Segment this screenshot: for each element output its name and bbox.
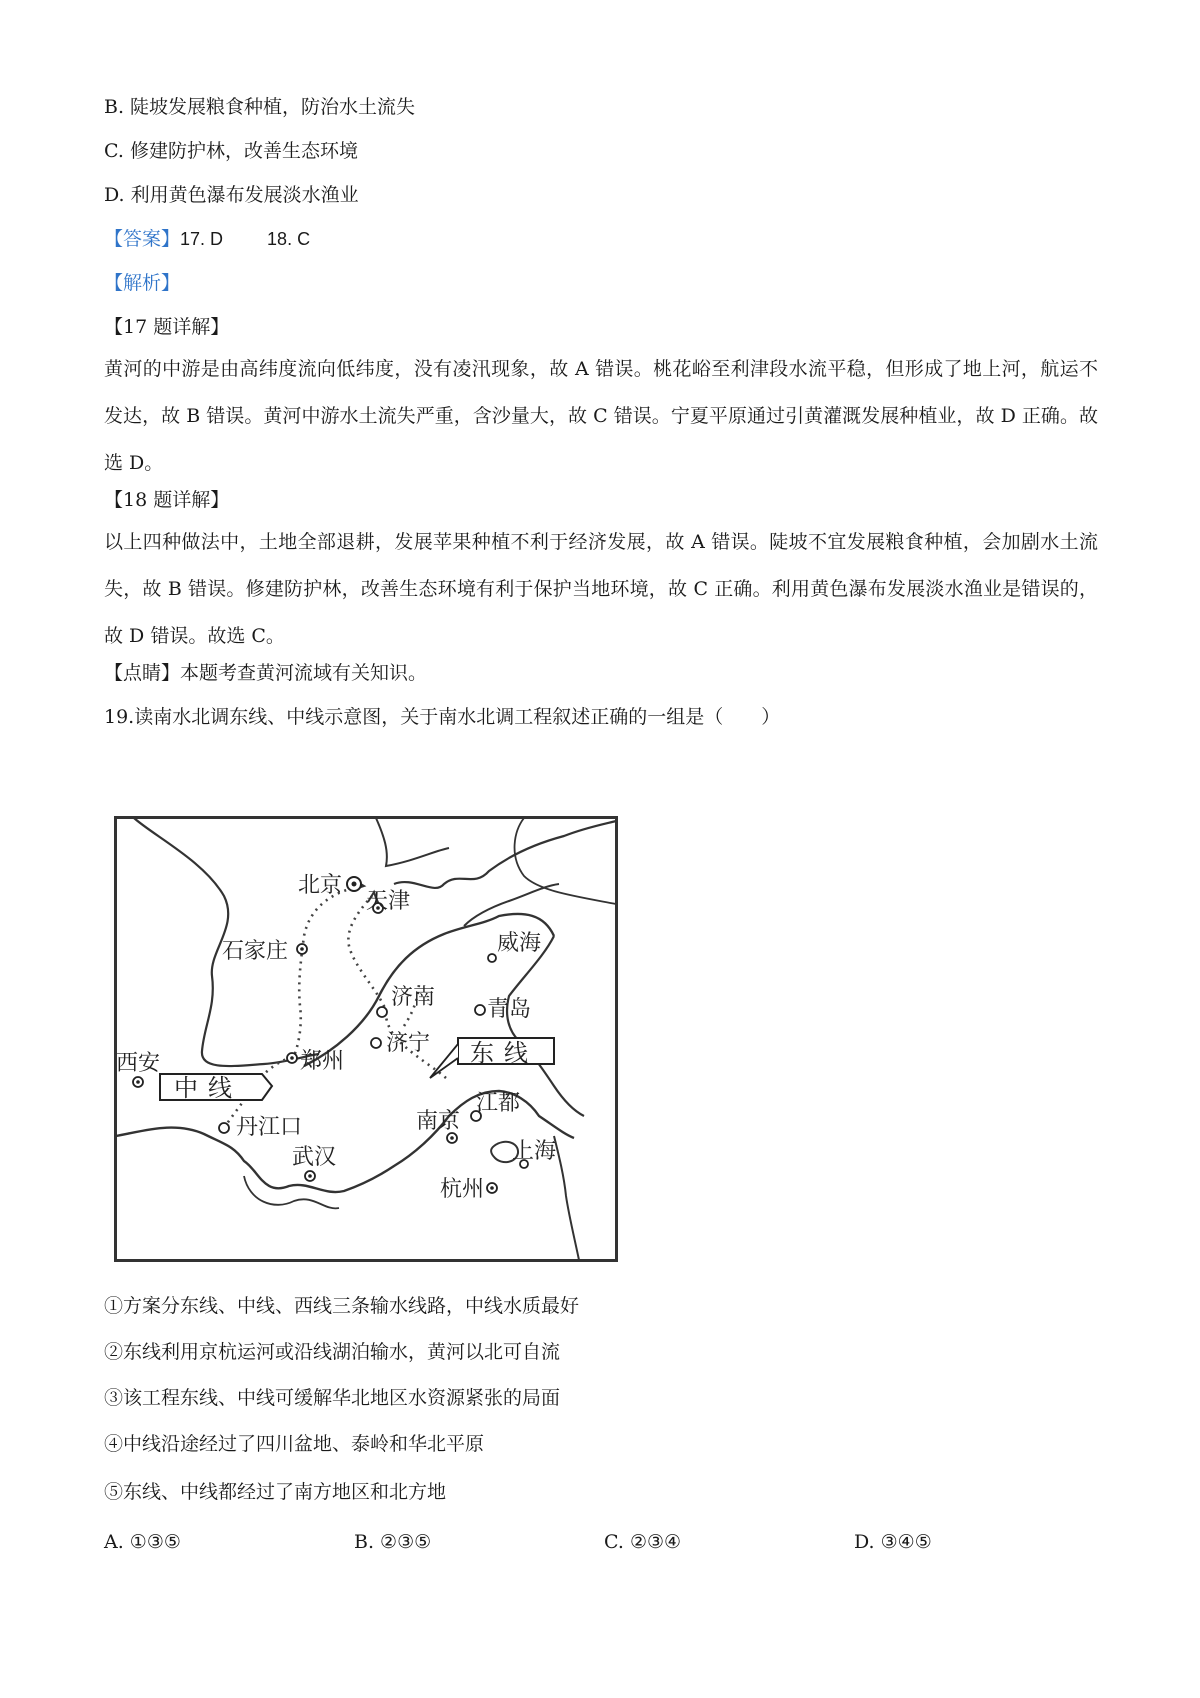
label-jiangdu: 江都	[476, 1091, 521, 1116]
city-marker-shijiazhuang	[297, 944, 307, 954]
statement-1: ①方案分东线、中线、西线三条输水线路，中线水质最好	[104, 1295, 580, 1317]
answer-label: 【答案】	[104, 228, 181, 250]
city-marker-qingdao	[475, 1005, 485, 1015]
detail17-heading: 【17 题详解】	[104, 316, 230, 338]
label-hangzhou: 杭州	[440, 1177, 485, 1202]
option-d-prev: D. 利用黄色瀑布发展淡水渔业	[104, 184, 359, 206]
answer-18: 18. C	[267, 229, 311, 249]
label-jining: 济宁	[386, 1031, 431, 1056]
city-marker-zhengzhou	[287, 1053, 297, 1063]
label-shanghai: 上海	[512, 1139, 557, 1164]
city-marker-jining	[371, 1038, 381, 1048]
south-north-water-map	[114, 816, 618, 1262]
city-marker-beijing	[347, 877, 361, 891]
choice-b: B. ②③⑤	[354, 1531, 432, 1553]
middle-route-label: 中线	[174, 1074, 242, 1102]
answer-17: 17. D	[180, 229, 224, 249]
label-jinan: 济南	[391, 985, 436, 1010]
middle-route-callout	[160, 1074, 272, 1102]
label-beijing: 北京	[298, 873, 343, 898]
option-b-prev: B. 陡坡发展粮食种植，防治水土流失	[104, 96, 416, 118]
label-xian: 西安	[116, 1051, 161, 1076]
choice-d: D. ③④⑤	[854, 1531, 932, 1553]
detail17-text: 黄河的中游是由高纬度流向低纬度，没有凌汛现象，故 A 错误。桃花峪至利津段水流平稳，但形成了地上河，航运不发达，故 B 错误。黄河中游水土流失严重，含沙量大，故 C 错误。宁夏平原通过引黄灌溉发展种植业，故 D 正确。故选 D。	[104, 358, 1098, 474]
east-route-label: 东线	[470, 1039, 538, 1067]
answer-line	[104, 225, 310, 253]
statement-5: ⑤东线、中线都经过了南方地区和北方地	[104, 1481, 447, 1503]
point-note: 【点睛】本题考查黄河流域有关知识。	[104, 662, 428, 684]
city-marker-danjiangkou	[219, 1123, 229, 1133]
label-weihai: 威海	[497, 931, 542, 956]
choice-a: A. ①③⑤	[104, 1531, 181, 1553]
city-marker-xian	[133, 1077, 143, 1087]
city-marker-nanjing	[447, 1133, 457, 1143]
statement-3: ③该工程东线、中线可缓解华北地区水资源紧张的局面	[104, 1387, 561, 1409]
option-c-prev: C. 修建防护林，改善生态环境	[104, 140, 358, 162]
question-19-stem: 19.读南水北调东线、中线示意图，关于南水北调工程叙述正确的一组是（ ）	[104, 706, 781, 728]
city-marker-hangzhou	[487, 1183, 497, 1193]
label-nanjing: 南京	[416, 1109, 461, 1134]
label-qingdao: 青岛	[487, 997, 532, 1022]
label-tianjin: 天津	[366, 889, 411, 914]
choice-c: C. ②③④	[604, 1531, 682, 1553]
statement-4: ④中线沿途经过了四川盆地、泰岭和华北平原	[104, 1433, 485, 1455]
statement-2: ②东线利用京杭运河或沿线湖泊输水，黄河以北可自流	[104, 1341, 561, 1363]
city-marker-wuhan	[305, 1171, 315, 1181]
label-danjiangkou: 丹江口	[236, 1115, 303, 1140]
label-wuhan: 武汉	[292, 1145, 337, 1170]
detail18-text: 以上四种做法中，土地全部退耕，发展苹果种植不利于经济发展，故 A 错误。陡坡不宜发展粮食种植，会加剧水土流失，故 B 错误。修建防护林，改善生态环境有利于保护当地环境，故 C 正确。利用黄色瀑布发展淡水渔业是错误的，故 D 错误。故选 C。	[104, 531, 1098, 647]
label-shijiazhuang: 石家庄	[222, 939, 289, 964]
analysis-label: 【解析】	[104, 272, 181, 294]
label-zhengzhou: 郑州	[300, 1049, 345, 1074]
detail18-heading: 【18 题详解】	[104, 489, 230, 511]
city-marker-weihai	[488, 954, 496, 962]
city-marker-jinan	[377, 1007, 387, 1017]
